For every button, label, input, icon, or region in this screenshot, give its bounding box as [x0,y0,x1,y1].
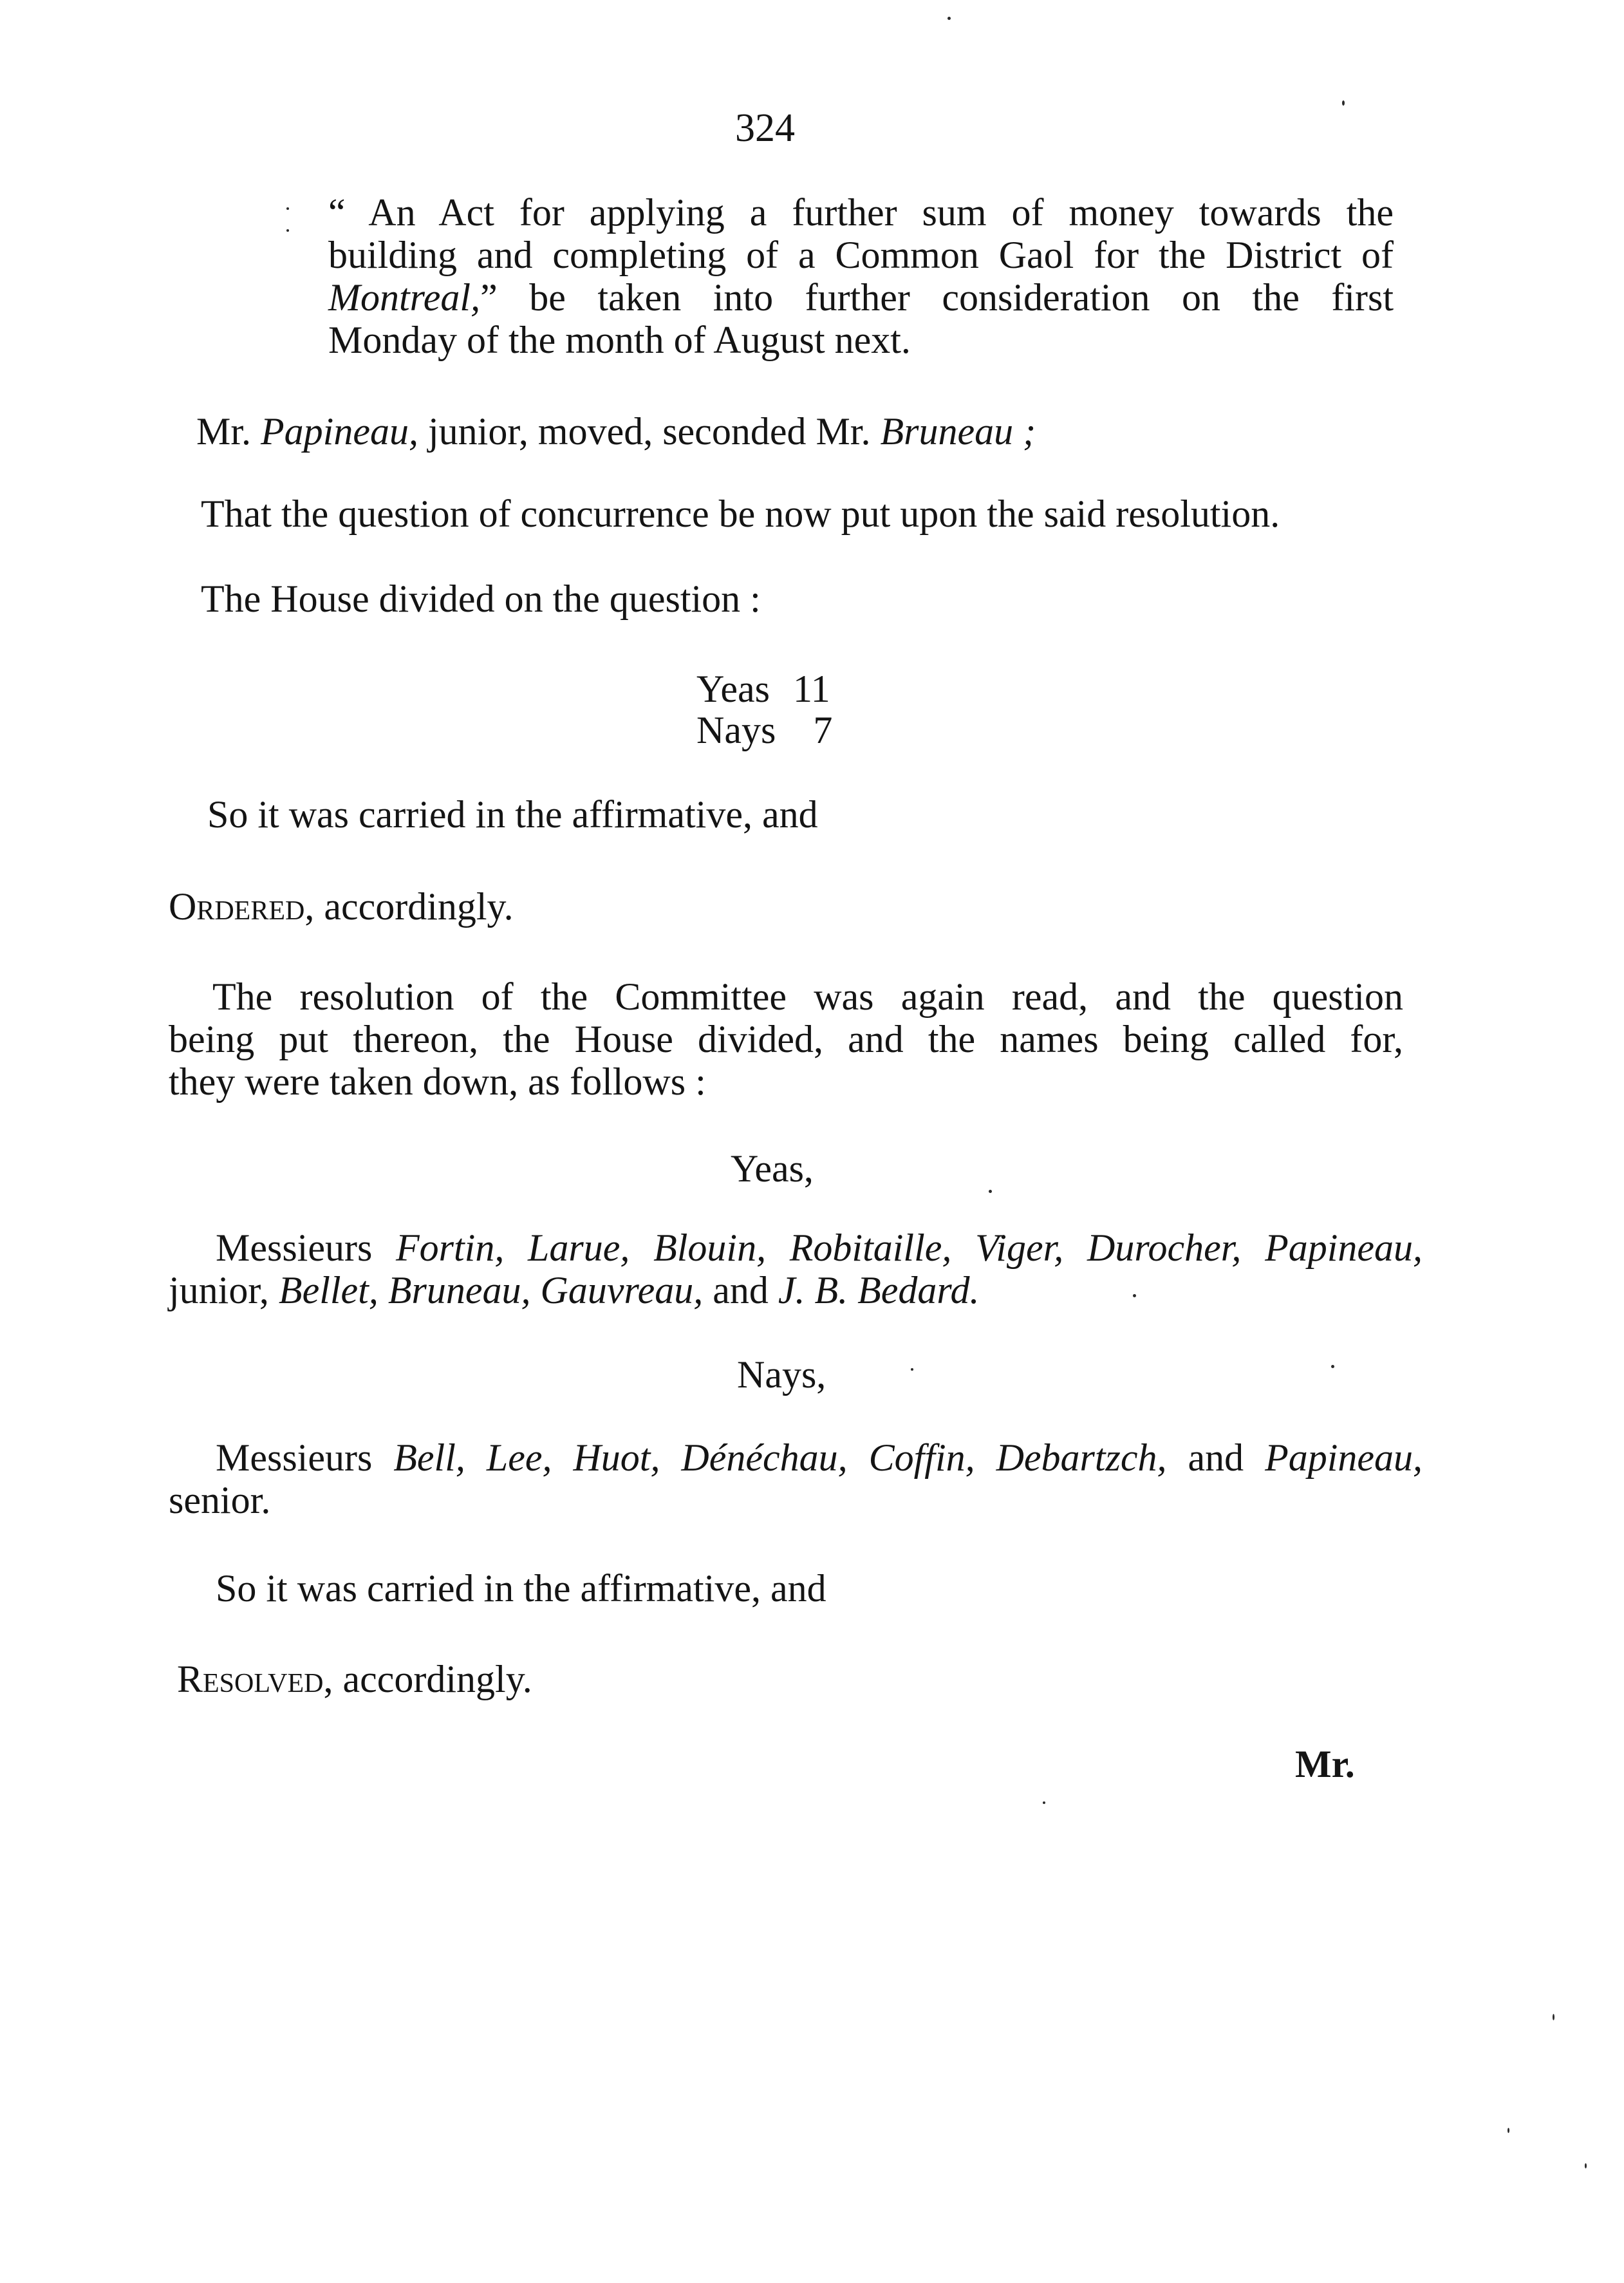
committee-line-2: being put thereon, the House divided, and the names being called for, [169,1018,1403,1060]
nays-names-line-2: senior. [169,1479,271,1521]
nays-heading: Nays, [737,1353,826,1396]
carried-line-2: So it was carried in the affirmative, and [216,1567,826,1610]
member-name: Bruneau, [387,1269,531,1311]
ordered-line [169,887,514,926]
paper-speck [1553,2014,1554,2020]
tally-nays-count: 7 [813,709,833,751]
yeas-prefix: Messieurs [216,1226,396,1269]
member-name: J. B. Bedard. [778,1269,980,1311]
member-name: Coffin, [868,1436,975,1479]
paper-speck [286,207,289,210]
member-name: Larue, [528,1226,630,1269]
paper-speck [1507,2128,1509,2133]
tally-nays [696,711,832,749]
tally-yeas-label: Yeas [696,668,770,710]
committee-line-3: they were taken down, as follows : [169,1060,706,1103]
yeas-names-line-2 [169,1271,980,1310]
resolved-line [177,1660,532,1698]
yeas-names-line-1 [216,1228,1423,1267]
paper-speck [1331,1365,1334,1368]
nays-prefix: Messieurs [216,1436,394,1479]
paper-speck [1133,1294,1136,1297]
question-line: That the question of concurrence be now put upon the said resolution. [201,493,1280,535]
paper-speck [911,1368,913,1371]
member-name: Viger, [975,1226,1064,1269]
member-name: Bell, [393,1436,465,1479]
member-name: Durocher, [1087,1226,1242,1269]
yeas-heading: Yeas, [731,1147,814,1190]
ordered-word: Ordered, [169,885,315,928]
ordered-rest: accordingly. [314,885,514,928]
act-title-line-4: Monday of the month of August next. [328,319,911,361]
member-name: Lee, [486,1436,552,1479]
nays-names-line-1 [216,1438,1423,1477]
member-name: Robitaille, [789,1226,952,1269]
place-name-montreal: Montreal, [328,276,481,319]
resolved-word: Resolved, [177,1658,333,1700]
paper-speck [1342,100,1345,106]
member-name: Blouin, [653,1226,767,1269]
seconder-name: Bruneau ; [880,410,1036,453]
tally-nays-label: Nays [696,709,776,751]
committee-line-1: The resolution of the Committee was again read, and the question [212,975,1403,1018]
member-name: Bellet, [278,1269,378,1311]
act-title-line-2: building and completing of a Common Gaol for the District of [328,234,1394,276]
page-number: 324 [735,106,795,150]
act-title-line-1: “ An Act for applying a further sum of money towards the [328,191,1394,234]
mover-name: Papineau, [261,410,418,453]
divided-line: The House divided on the question : [201,578,761,620]
act-title-line-3-rest: ” be taken into further consideration on the first [480,276,1394,319]
tally-yeas [696,670,830,708]
member-name: Gauvreau, [540,1269,704,1311]
tally-yeas-count: 11 [792,668,830,710]
member-name: Dénéchau, [681,1436,848,1479]
motion-line [196,412,1036,451]
member-name: Papineau, [1265,1436,1423,1479]
paper-speck [989,1190,992,1193]
paper-speck [286,229,289,232]
member-name: Debartzch, [996,1436,1167,1479]
paper-speck [1585,2163,1587,2168]
member-name: Huot, [573,1436,660,1479]
yeas-and: and [703,1269,778,1311]
motion-middle: junior, moved, seconded Mr. [418,410,881,453]
member-name: Papineau, [1265,1226,1423,1269]
carried-line-1: So it was carried in the affirmative, and [207,793,818,836]
catchword: Mr. [1295,1743,1355,1785]
motion-prefix: Mr. [196,410,261,453]
nays-and: and [1166,1436,1265,1479]
paper-speck [1043,1801,1045,1804]
yeas-junior: junior, [169,1269,279,1311]
resolved-rest: accordingly. [333,1658,532,1700]
paper-speck [947,17,951,20]
member-name: Fortin, [396,1226,505,1269]
act-title-line-3 [328,278,1394,317]
